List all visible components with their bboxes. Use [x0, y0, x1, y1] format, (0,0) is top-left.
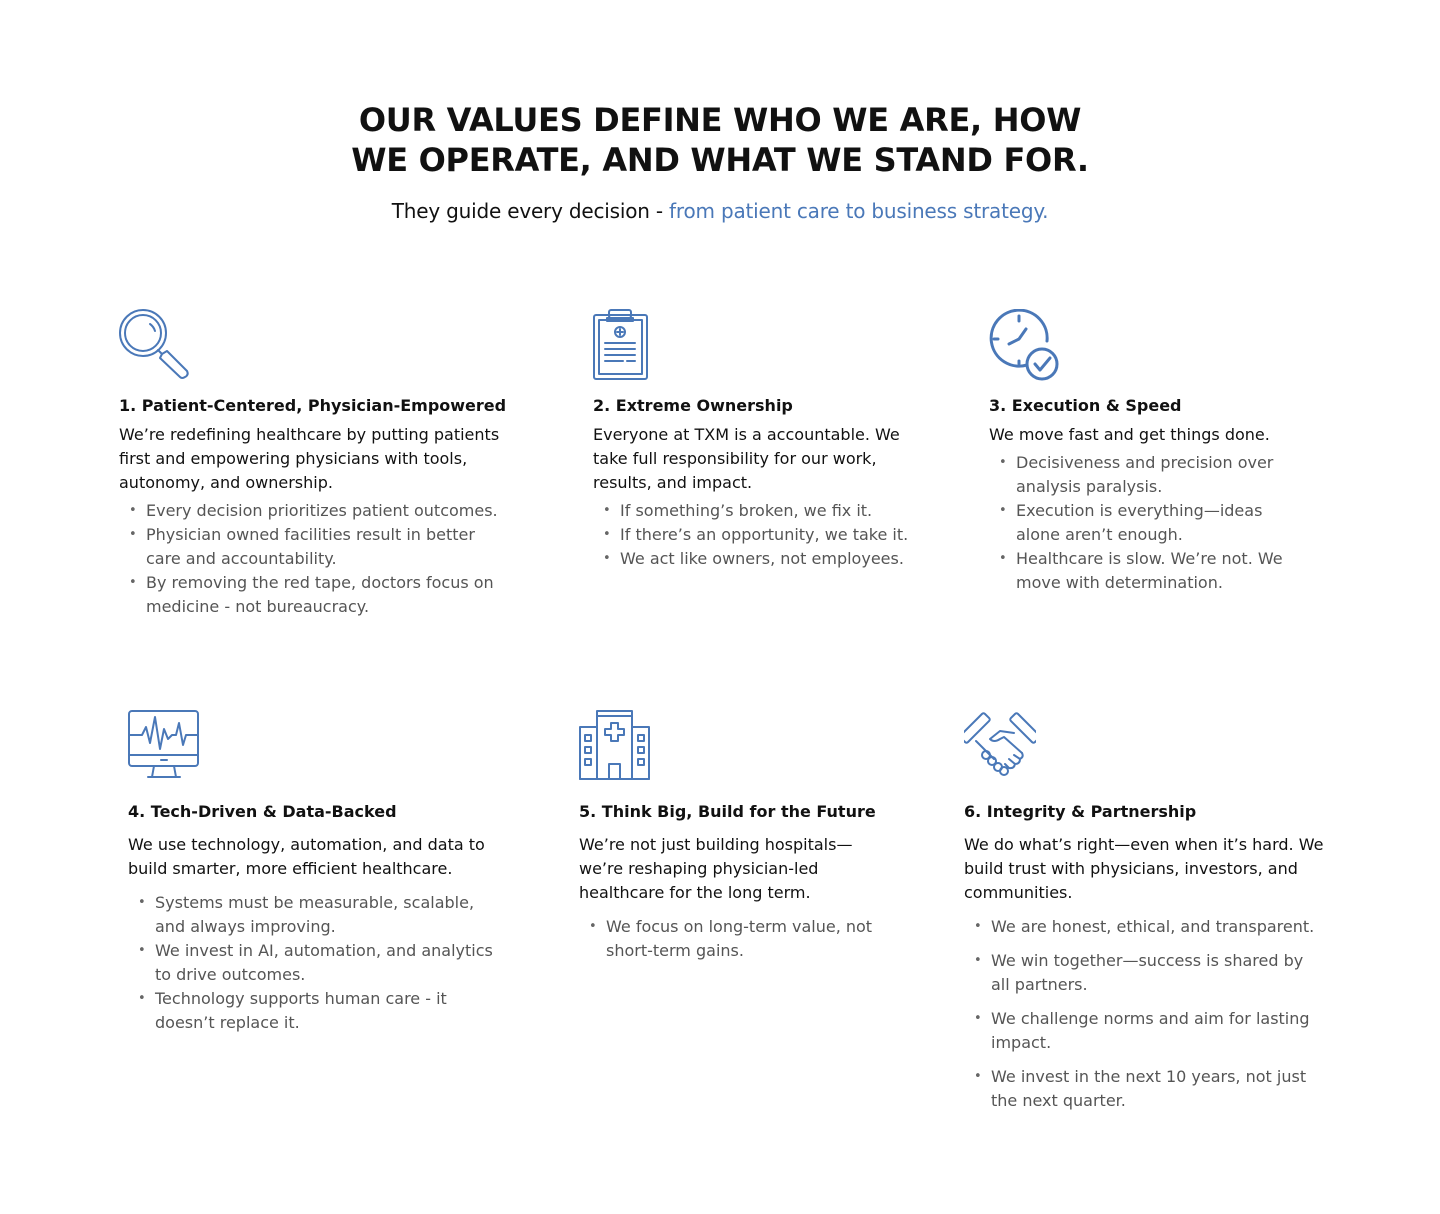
value-description: We use technology, automation, and data to build smarter, more efficient healthcare.	[128, 835, 485, 878]
value-title: 5. Think Big, Build for the Future	[579, 802, 876, 821]
subtitle-text: They guide every decision -	[391, 199, 670, 223]
heart-monitor-icon	[128, 709, 200, 781]
value-card-6	[964, 709, 1324, 1113]
value-bullet: • We invest in the next 10 years, not just the next quarter.	[964, 1065, 1324, 1113]
value-bullet-list	[593, 499, 923, 571]
value-bullet: • Physician owned facilities result in better care and accountability.	[119, 523, 514, 571]
value-bullet: • By removing the red tape, doctors focus on medicine - not bureaucracy.	[119, 571, 514, 619]
value-bullet: • We act like owners, not employees.	[593, 547, 923, 571]
value-description: We’re not just building hospitals—we’re reshaping physician-led healthcare for the long term.	[579, 835, 853, 902]
value-card-4	[128, 709, 498, 1035]
value-bullet: • We focus on long-term value, not short-term gains.	[579, 915, 889, 963]
page-title	[0, 100, 1440, 180]
value-card-3	[989, 309, 1299, 595]
value-bullet: • If something’s broken, we fix it.	[593, 499, 923, 523]
value-description: We move fast and get things done.	[989, 425, 1270, 444]
value-bullet: • Every decision prioritizes patient outcomes.	[119, 499, 514, 523]
value-title: 2. Extreme Ownership	[593, 396, 793, 415]
value-bullet: • We win together—success is shared by all partners.	[964, 949, 1324, 997]
magnifying-glass-icon	[119, 309, 191, 381]
value-bullet: • Execution is everything—ideas alone aren’t enough.	[989, 499, 1299, 547]
page-title-line-2: WE OPERATE, AND WHAT WE STAND FOR.	[351, 141, 1089, 179]
value-title: 4. Tech-Driven & Data-Backed	[128, 802, 397, 821]
value-card-2	[593, 309, 923, 571]
page-title-line-1: OUR VALUES DEFINE WHO WE ARE, HOW	[358, 101, 1082, 139]
value-bullet: • If there’s an opportunity, we take it.	[593, 523, 923, 547]
value-bullet-list	[989, 451, 1299, 595]
value-bullet-list	[964, 915, 1324, 1113]
value-card-1	[119, 309, 514, 619]
value-bullet-list	[119, 499, 514, 619]
value-bullet: • Systems must be measurable, scalable, and always improving.	[128, 891, 498, 939]
value-description: Everyone at TXM is a accountable. We take full responsibility for our work, results, and impact.	[593, 425, 900, 492]
page-subtitle	[0, 198, 1440, 224]
value-bullet-list	[128, 891, 498, 1035]
value-card-5	[579, 709, 889, 963]
value-bullet: • We invest in AI, automation, and analytics to drive outcomes.	[128, 939, 498, 987]
values-header	[0, 100, 1440, 224]
value-title: 6. Integrity & Partnership	[964, 802, 1197, 821]
value-title: 1. Patient-Centered, Physician-Empowered	[119, 396, 507, 415]
handshake-icon	[964, 709, 1036, 781]
hospital-icon	[579, 709, 651, 781]
value-description: We do what’s right—even when it’s hard. We build trust with physicians, investors, and communities.	[964, 835, 1324, 902]
clock-check-icon	[989, 309, 1061, 381]
value-bullet: • We are honest, ethical, and transparent.	[964, 915, 1324, 939]
clipboard-icon	[593, 309, 665, 381]
value-bullet: • Technology supports human care - it doesn’t replace it.	[128, 987, 498, 1035]
value-bullet: • We challenge norms and aim for lasting impact.	[964, 1007, 1324, 1055]
value-bullet: • Decisiveness and precision over analysis paralysis.	[989, 451, 1299, 499]
subtitle-accent-text: from patient care to business strategy.	[669, 199, 1049, 223]
value-bullet-list	[579, 915, 889, 963]
value-bullet: • Healthcare is slow. We’re not. We move with determination.	[989, 547, 1299, 595]
value-description: We’re redefining healthcare by putting patients first and empowering physicians with tools, autonomy, and ownership.	[119, 425, 500, 492]
value-title: 3. Execution & Speed	[989, 396, 1182, 415]
